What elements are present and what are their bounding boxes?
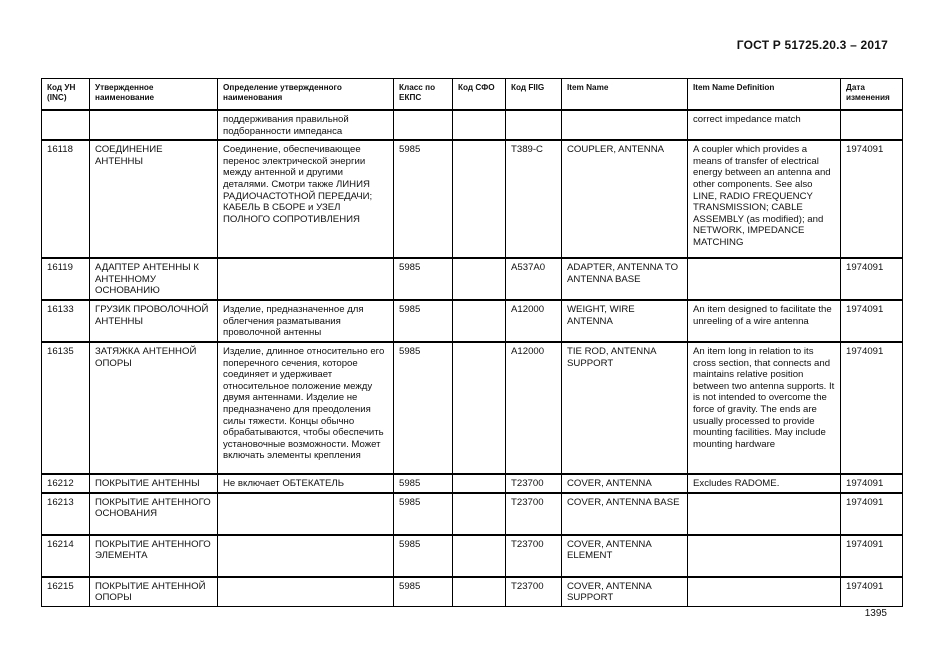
cell-inc: 16133 bbox=[42, 300, 90, 342]
cell-fiig: T23700 bbox=[506, 493, 562, 535]
table-row bbox=[42, 474, 903, 493]
cell-change-date: 1974091 bbox=[841, 535, 903, 577]
cell-definition: Соединение, обеспечивающее перенос электрической энергии между антенной и другими деталями. Смотри также ЛИНИЯ РАДИОЧАСТОТНОЙ ПЕРЕДАЧИ; КАБЕЛЬ В СБОРЕ и УЗЕЛ ПОЛНОГО СОПРОТИВЛЕНИЯ bbox=[218, 140, 394, 258]
cell-change-date: 1974091 bbox=[841, 493, 903, 535]
cell-class: 5985 bbox=[394, 493, 453, 535]
cell-sfo-code bbox=[453, 535, 506, 577]
cell-fiig: A537A0 bbox=[506, 258, 562, 300]
cell-approved-name: ПОКРЫТИЕ АНТЕННЫ bbox=[90, 474, 218, 493]
column-header-change-date: Дата изменения bbox=[841, 79, 903, 111]
cell-inc: 16214 bbox=[42, 535, 90, 577]
cell-class: 5985 bbox=[394, 577, 453, 607]
cell-fiig: A12000 bbox=[506, 342, 562, 474]
cell-sfo-code bbox=[453, 342, 506, 474]
cell-definition: Изделие, предназначенное для облегчения разматывания проволочной антенны bbox=[218, 300, 394, 342]
cell-item-name: COVER, ANTENNA bbox=[562, 474, 688, 493]
column-header-sfo-code: Код СФО bbox=[453, 79, 506, 111]
cell-definition bbox=[218, 577, 394, 607]
cell-item-name-definition bbox=[688, 258, 841, 300]
table-row bbox=[42, 140, 903, 258]
cell-fiig: T23700 bbox=[506, 474, 562, 493]
cell-sfo-code bbox=[453, 258, 506, 300]
cell-item-name bbox=[562, 110, 688, 140]
cell-approved-name: СОЕДИНЕНИЕ АНТЕННЫ bbox=[90, 140, 218, 258]
cell-item-name: ADAPTER, ANTENNA TO ANTENNA BASE bbox=[562, 258, 688, 300]
cell-definition bbox=[218, 493, 394, 535]
cell-item-name-definition: An item long in relation to its cross section, that connects and maintains relative position between two antenna supports. It is not intended to overcome the force of gravity. The ends are usually processed to provide mounting facilities. May include mounting hardware bbox=[688, 342, 841, 474]
column-header-inc: Код УН (INC) bbox=[42, 79, 90, 111]
cell-approved-name: АДАПТЕР АНТЕННЫ К АНТЕННОМУ ОСНОВАНИЮ bbox=[90, 258, 218, 300]
cell-class: 5985 bbox=[394, 474, 453, 493]
cell-approved-name: ЗАТЯЖКА АНТЕННОЙ ОПОРЫ bbox=[90, 342, 218, 474]
table-row bbox=[42, 300, 903, 342]
cell-approved-name: ПОКРЫТИЕ АНТЕННОГО ОСНОВАНИЯ bbox=[90, 493, 218, 535]
cell-approved-name: ГРУЗИК ПРОВОЛОЧНОЙ АНТЕННЫ bbox=[90, 300, 218, 342]
cell-item-name: COUPLER, ANTENNA bbox=[562, 140, 688, 258]
page-number: 1395 bbox=[864, 608, 887, 619]
cell-change-date: 1974091 bbox=[841, 140, 903, 258]
standard-title: ГОСТ Р 51725.20.3 – 2017 bbox=[736, 38, 888, 52]
cell-definition: Изделие, длинное относительно его поперечного сечения, которое соединяет и удерживает относительное положение между двумя антеннами. Изделие не предназначено для преодоления силы тяжести. Концы обычно обрабатываются, чтобы обеспечить установочные возможности. Может включать элементы крепления bbox=[218, 342, 394, 474]
cell-fiig: T389-C bbox=[506, 140, 562, 258]
cell-inc: 16119 bbox=[42, 258, 90, 300]
cell-change-date: 1974091 bbox=[841, 577, 903, 607]
cell-item-name-definition bbox=[688, 577, 841, 607]
cell-approved-name bbox=[90, 110, 218, 140]
table-header bbox=[42, 79, 903, 111]
cell-sfo-code bbox=[453, 110, 506, 140]
cell-item-name-definition: An item designed to facilitate the unreeling of a wire antenna bbox=[688, 300, 841, 342]
table-row bbox=[42, 342, 903, 474]
header-row bbox=[42, 79, 903, 111]
cell-class bbox=[394, 110, 453, 140]
cell-class: 5985 bbox=[394, 140, 453, 258]
cell-fiig: T23700 bbox=[506, 535, 562, 577]
cell-fiig: A12000 bbox=[506, 300, 562, 342]
column-header-definition: Определение утвержденного наименования bbox=[218, 79, 394, 111]
column-header-item-name: Item Name bbox=[562, 79, 688, 111]
cell-definition bbox=[218, 258, 394, 300]
table-row bbox=[42, 110, 903, 140]
cell-definition bbox=[218, 535, 394, 577]
column-header-approved-name: Утвержденное наименование bbox=[90, 79, 218, 111]
cell-inc: 16215 bbox=[42, 577, 90, 607]
cell-definition: поддерживания правильной подборанности импеданса bbox=[218, 110, 394, 140]
column-header-class: Класс по ЕКПС bbox=[394, 79, 453, 111]
cell-sfo-code bbox=[453, 300, 506, 342]
cell-change-date: 1974091 bbox=[841, 342, 903, 474]
cell-approved-name: ПОКРЫТИЕ АНТЕННОЙ ОПОРЫ bbox=[90, 577, 218, 607]
cell-item-name-definition: A coupler which provides a means of transfer of electrical energy between an antenna and other components. See also LINE, RADIO FREQUENCY TRANSMISSION; CABLE ASSEMBLY (as modified); and NETWORK, IMPEDANCE MATCHING bbox=[688, 140, 841, 258]
cell-inc: 16135 bbox=[42, 342, 90, 474]
catalog-table bbox=[41, 78, 903, 607]
cell-class: 5985 bbox=[394, 342, 453, 474]
cell-inc: 16213 bbox=[42, 493, 90, 535]
cell-class: 5985 bbox=[394, 300, 453, 342]
column-header-fiig: Код FIIG bbox=[506, 79, 562, 111]
cell-item-name: COVER, ANTENNA BASE bbox=[562, 493, 688, 535]
cell-fiig: T23700 bbox=[506, 577, 562, 607]
cell-change-date bbox=[841, 110, 903, 140]
cell-item-name: COVER, ANTENNA SUPPORT bbox=[562, 577, 688, 607]
cell-definition: Не включает ОБТЕКАТЕЛЬ bbox=[218, 474, 394, 493]
cell-item-name: TIE ROD, ANTENNA SUPPORT bbox=[562, 342, 688, 474]
cell-sfo-code bbox=[453, 140, 506, 258]
cell-item-name: COVER, ANTENNA ELEMENT bbox=[562, 535, 688, 577]
cell-approved-name: ПОКРЫТИЕ АНТЕННОГО ЭЛЕМЕНТА bbox=[90, 535, 218, 577]
table-body bbox=[42, 110, 903, 606]
cell-inc: 16212 bbox=[42, 474, 90, 493]
table-row bbox=[42, 535, 903, 577]
cell-change-date: 1974091 bbox=[841, 474, 903, 493]
cell-fiig bbox=[506, 110, 562, 140]
cell-item-name: WEIGHT, WIRE ANTENNA bbox=[562, 300, 688, 342]
cell-inc bbox=[42, 110, 90, 140]
cell-change-date: 1974091 bbox=[841, 258, 903, 300]
cell-class: 5985 bbox=[394, 258, 453, 300]
table-row bbox=[42, 258, 903, 300]
cell-item-name-definition bbox=[688, 535, 841, 577]
cell-sfo-code bbox=[453, 493, 506, 535]
table-row bbox=[42, 493, 903, 535]
cell-change-date: 1974091 bbox=[841, 300, 903, 342]
cell-item-name-definition: Excludes RADOME. bbox=[688, 474, 841, 493]
column-header-item-name-definition: Item Name Definition bbox=[688, 79, 841, 111]
cell-item-name-definition: correct impedance match bbox=[688, 110, 841, 140]
cell-item-name-definition bbox=[688, 493, 841, 535]
cell-class: 5985 bbox=[394, 535, 453, 577]
cell-sfo-code bbox=[453, 577, 506, 607]
cell-inc: 16118 bbox=[42, 140, 90, 258]
table-row bbox=[42, 577, 903, 607]
cell-sfo-code bbox=[453, 474, 506, 493]
